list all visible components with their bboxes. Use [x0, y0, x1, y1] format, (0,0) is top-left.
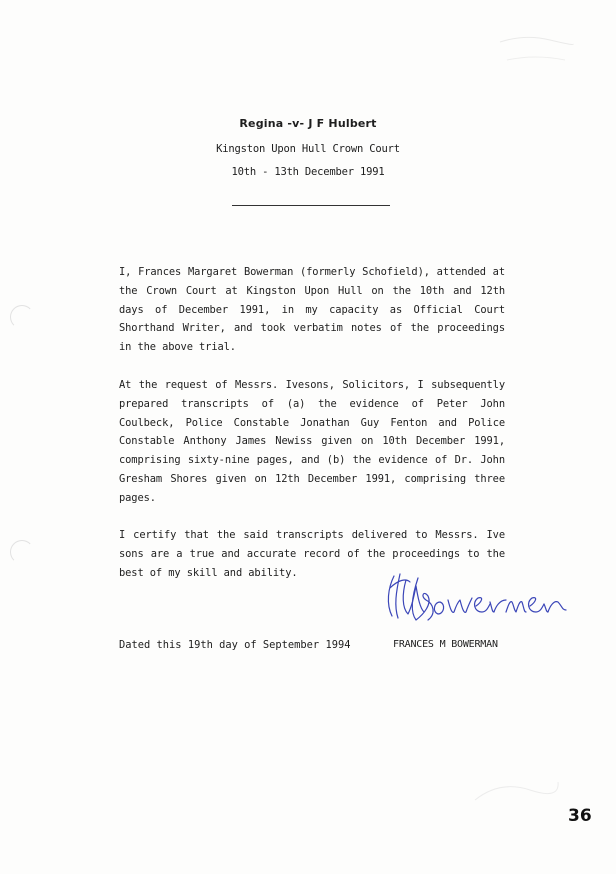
- statement-paragraph: At the request of Messrs. Ivesons, Solicitors, I subsequently prepared transcripts of (a) the evidence of Peter John Coulbeck, Police Constable Jonathan Guy Fenton and Police Constable Anthony James Newiss given on 10th December 1991, comprising sixty-nine pages, and (b) the evidence of Dr. John Gresham Shores given on 12th December 1991, comprising three pages.: [119, 379, 505, 504]
- statement-paragraph: I, Frances Margaret Bowerman (formerly Schofield), attended at the Crown Court at Kingston Upon Hull on the 10th and 12th days of December 1991, in my capacity as Official Court Shorthand Writer, and took verbatim notes of the proceedings in the above trial.: [119, 266, 505, 354]
- paper-smudge: [495, 30, 575, 80]
- dated-line: Dated this 19th day of September 1994: [119, 639, 351, 651]
- trial-dates: 10th - 13th December 1991: [231, 166, 385, 178]
- statement-paragraph: I certify that the said transcripts delivered to Messrs. Ive sons are a true and accurate record of the proceedings to the best of my skill and ability.: [119, 529, 505, 579]
- signatory-name: FRANCES M BOWERMAN: [393, 639, 498, 650]
- page-number: 36: [568, 806, 592, 826]
- punch-hole-mark: [10, 305, 34, 329]
- handwritten-signature: [380, 566, 570, 632]
- court-name: Kingston Upon Hull Crown Court: [216, 143, 400, 155]
- punch-hole-mark: [10, 540, 34, 564]
- paper-smudge: [470, 770, 560, 820]
- case-title: Regina -v- J F Hulbert: [239, 117, 377, 130]
- title-divider: [232, 205, 390, 206]
